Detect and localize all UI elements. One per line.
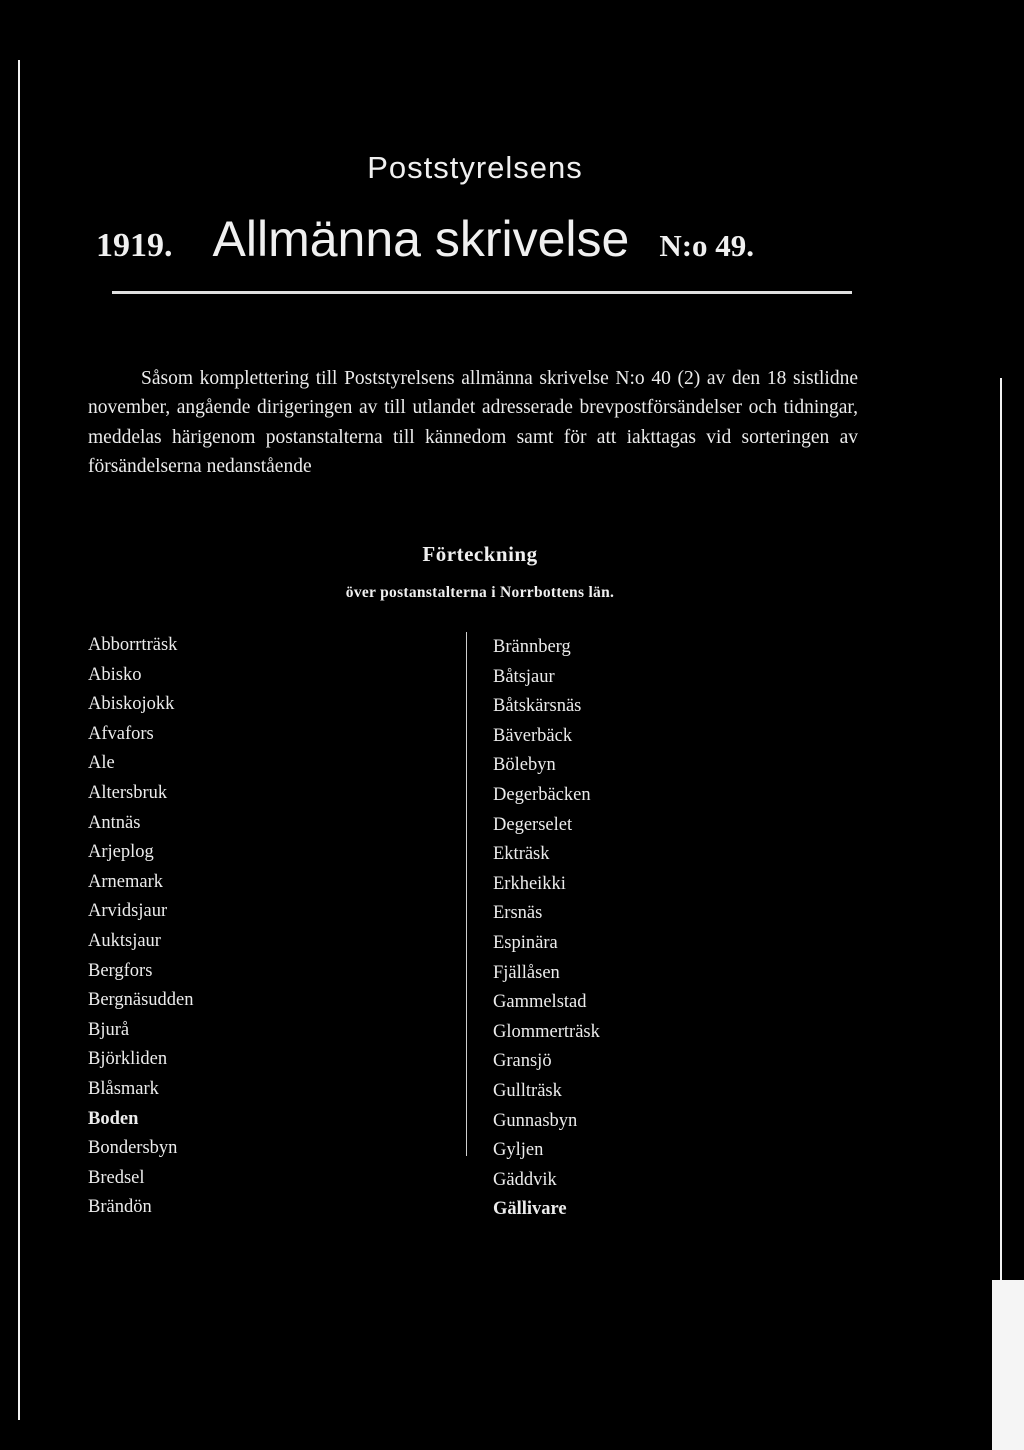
- post-office-list-right: [493, 633, 833, 1225]
- intro-paragraph: Såsom komplettering till Poststyrelsens allmänna skrivelse N:o 40 (2) av den 18 sistlidne november, angående dirigeringen av till utlandet adresserade brevpostförsändelser och tidningar, meddelas härigenom postanstalterna till kännedom samt för att iakttagas vid sorteringen av försändelserna nedanstående: [88, 367, 858, 477]
- scan-edge-left: [18, 60, 20, 1420]
- post-office-entry: Arvidsjaur: [88, 901, 168, 922]
- post-office-list-left: [88, 631, 428, 1223]
- post-office-entry: Arnemark: [88, 871, 163, 892]
- post-office-entry: Ersnäs: [493, 903, 543, 924]
- post-office-entry: Fjällåsen: [493, 962, 560, 983]
- listing-subtitle: över postanstalterna i Norrbottens län.: [345, 584, 615, 601]
- post-office-entry: Glommerträsk: [493, 1021, 600, 1042]
- post-office-entry: Antnäs: [88, 812, 141, 833]
- post-office-entry: Ekträsk: [493, 844, 550, 865]
- post-office-entry: Abisko: [88, 664, 142, 685]
- post-office-entry: Båtskärsnäs: [493, 696, 582, 717]
- scan-edge-right: [1000, 378, 1002, 1423]
- agency-heading: Poststyrelsens: [367, 150, 583, 185]
- post-office-entry: Ale: [88, 753, 115, 774]
- document-number: N:o 49.: [659, 228, 755, 263]
- post-office-entry: Bäverbäck: [493, 725, 573, 746]
- post-office-entry: Brändön: [88, 1197, 152, 1218]
- post-office-entry: Erkheikki: [493, 873, 566, 894]
- post-office-entry: Espinära: [493, 932, 558, 953]
- post-office-entry: Gammelstad: [493, 992, 587, 1013]
- post-office-entry: Brännberg: [493, 637, 571, 657]
- post-office-entry: Gällivare: [493, 1199, 567, 1220]
- post-office-entry: Gunnasbyn: [493, 1110, 578, 1131]
- post-office-entry: Blåsmark: [88, 1078, 159, 1099]
- post-office-entry: Bölebyn: [493, 755, 556, 776]
- post-office-entry: Bondersbyn: [88, 1138, 178, 1159]
- post-office-entry: Båtsjaur: [493, 666, 555, 687]
- post-office-entry: Boden: [88, 1108, 139, 1129]
- post-office-entry: Degerbäcken: [493, 784, 591, 805]
- document-title-line: [96, 210, 876, 268]
- post-office-entry: Afvafors: [88, 723, 154, 744]
- post-office-entry: Gransjö: [493, 1051, 552, 1072]
- document-title: Allmänna skrivelse: [212, 211, 630, 267]
- post-office-entry: Bergfors: [88, 960, 153, 981]
- post-office-entry: Abborrträsk: [88, 635, 178, 655]
- post-office-entry: Bjurå: [88, 1019, 130, 1040]
- post-office-entry: Degerselet: [493, 814, 573, 835]
- post-office-entry: Gyljen: [493, 1140, 544, 1161]
- header-rule: [112, 291, 852, 294]
- post-office-entry: Gäddvik: [493, 1169, 557, 1190]
- post-office-entry: Auktsjaur: [88, 930, 161, 951]
- post-office-entry: Gullträsk: [493, 1080, 562, 1101]
- post-office-entry: Bredsel: [88, 1167, 145, 1188]
- scan-edge-corner: [992, 1280, 1024, 1450]
- listing-title: Förteckning: [422, 542, 538, 566]
- document-year: 1919.: [96, 227, 173, 264]
- post-office-entry: Abiskojokk: [88, 694, 175, 715]
- post-office-entry: Arjeplog: [88, 842, 154, 863]
- post-office-entry: Bergnäsudden: [88, 990, 194, 1011]
- post-office-entry: Altersbruk: [88, 782, 168, 803]
- column-divider: [466, 632, 467, 1156]
- post-office-entry: Björkliden: [88, 1049, 168, 1070]
